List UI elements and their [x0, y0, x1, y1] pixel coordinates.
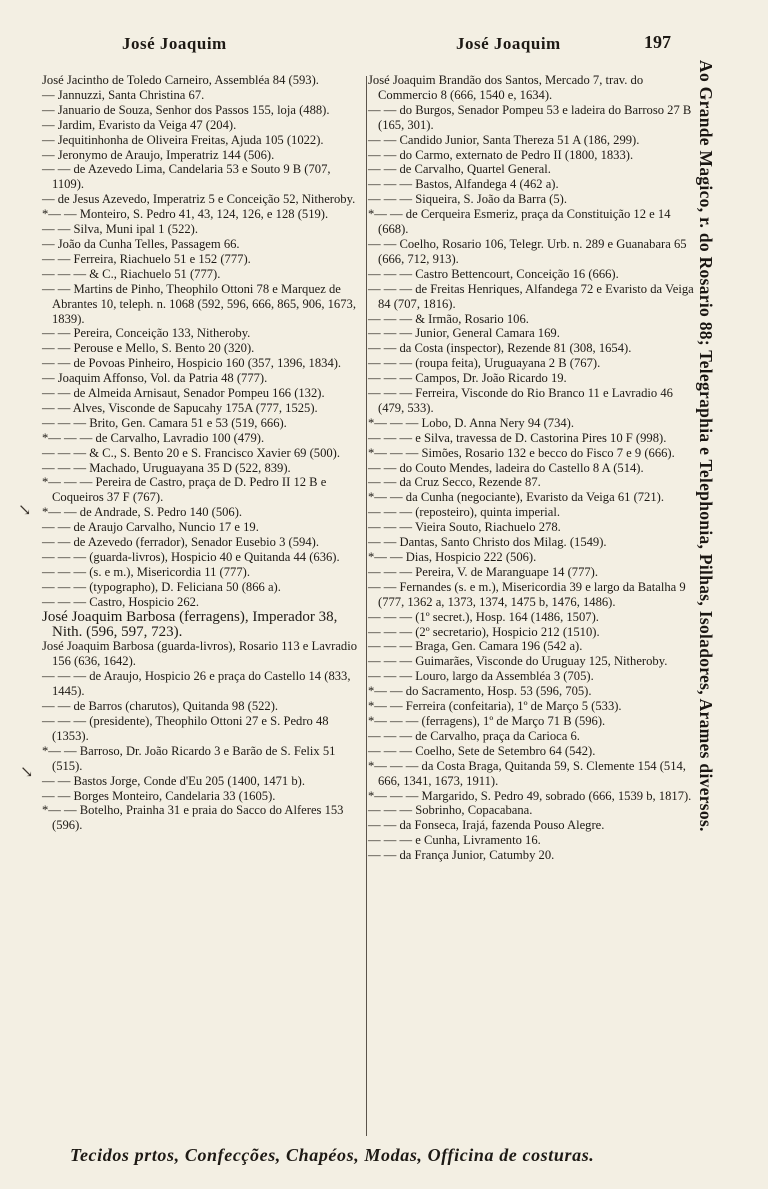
- directory-entry: — — Perouse e Mello, S. Bento 20 (320).: [42, 341, 255, 356]
- directory-entry: — — — & Irmão, Rosario 106.: [368, 311, 529, 326]
- side-advertisement: Ao Grande Magico, r. do Rosario 88; Telegraphia e Telephonia, Pilhas, Isoladores, Arames diversos.: [696, 60, 716, 832]
- directory-entry: — — Alves, Visconde de Sapucahy 175A (777, 1525).: [42, 400, 318, 415]
- directory-entry: — — — (guarda-livros), Hospicio 40 e Quitanda 44 (636).: [42, 550, 340, 564]
- directory-entry: — — — de Carvalho, praça da Carioca 6.: [368, 728, 580, 743]
- directory-entry: *— — de Cerqueira Esmeriz, praça da Constituição 12 e 14 (668).: [368, 207, 671, 237]
- directory-entry: — — — Bastos, Alfandega 4 (462 a).: [368, 177, 559, 192]
- directory-entry: — — — (roupa feita), Uruguayana 2 B (767).: [368, 356, 601, 371]
- directory-entry: José Joaquim Brandão dos Santos, Mercado 7, trav. do Commercio 8 (666, 1540 e, 1634).: [368, 73, 644, 102]
- directory-entry: — Jequitinhonha de Oliveira Freitas, Ajuda 105 (1022).: [42, 132, 324, 147]
- directory-entry: — — do Burgos, Senador Pompeu 53 e ladeira do Barroso 27 B (165, 301).: [368, 102, 692, 132]
- directory-entry: — Jannuzzi, Santa Christina 67.: [42, 87, 205, 102]
- directory-entry: — — — Machado, Uruguayana 35 D (522, 839).: [42, 460, 291, 475]
- directory-entry: *— — Barroso, Dr. João Ricardo 3 e Barão de S. Felix 51 (515).: [42, 743, 336, 773]
- directory-entry: — — — (s. e m.), Misericordia 11 (777).: [42, 564, 250, 579]
- directory-entry: *— — do Sacramento, Hosp. 53 (596, 705).: [368, 684, 592, 699]
- directory-entry: — — — e Cunha, Livramento 16.: [368, 833, 541, 848]
- directory-entry: — Januario de Souza, Senhor dos Passos 155, loja (488).: [42, 102, 330, 117]
- directory-entry: — — de Azevedo (ferrador), Senador Eusebio 3 (594).: [42, 535, 319, 550]
- directory-entry: — — — Vieira Souto, Riachuelo 278.: [368, 520, 561, 535]
- directory-entry: *— — Monteiro, S. Pedro 41, 43, 124, 126, e 128 (519).: [42, 207, 329, 222]
- directory-entry: — — — Campos, Dr. João Ricardo 19.: [368, 371, 567, 386]
- directory-entry: *— — — Pereira de Castro, praça de D. Pedro II 12 B e Coqueiros 37 F (767).: [42, 475, 327, 505]
- directory-entry: — — — (2º secretario), Hospicio 212 (1510).: [368, 624, 600, 639]
- directory-entry: — — — Junior, General Camara 169.: [368, 326, 560, 341]
- directory-entry: — João da Cunha Telles, Passagem 66.: [42, 236, 240, 251]
- right-running-header: José Joaquim: [456, 34, 561, 53]
- directory-entry: — — Dantas, Santo Christo dos Milag. (1549).: [368, 535, 607, 550]
- directory-entry: — — Coelho, Rosario 106, Telegr. Urb. n. 289 e Guanabara 65 (666, 712, 913).: [368, 236, 687, 266]
- directory-entry: *— — — Lobo, D. Anna Nery 94 (734).: [368, 415, 575, 430]
- directory-entry: — — — Siqueira, S. João da Barra (5).: [368, 192, 568, 207]
- directory-entry: — — — Brito, Gen. Camara 51 e 53 (519, 666).: [42, 415, 287, 430]
- directory-entry: — — de Almeida Arnisaut, Senador Pompeu 166 (132).: [42, 386, 325, 401]
- directory-entry: — — — e Silva, travessa de D. Castorina Pires 10 F (998).: [368, 430, 667, 445]
- directory-entry: *— — de Andrade, S. Pedro 140 (506).: [42, 505, 243, 520]
- directory-entry: — — — Guimarães, Visconde do Uruguay 125, Nitheroby.: [368, 654, 668, 669]
- directory-entry: *— — da Cunha (negociante), Evaristo da Veiga 61 (721).: [368, 490, 664, 505]
- directory-entry: — — — Sobrinho, Copacabana.: [368, 803, 533, 818]
- directory-entry: — — Borges Monteiro, Candelaria 33 (1605).: [42, 788, 276, 803]
- directory-entry: — — — Castro Bettencourt, Conceição 16 (666).: [368, 266, 619, 281]
- left-column: [42, 73, 364, 833]
- directory-entry: — — da Costa (inspector), Rezende 81 (308, 1654).: [368, 341, 632, 356]
- left-running-header: José Joaquim: [122, 34, 227, 53]
- directory-entry: — — de Carvalho, Quartel General.: [368, 162, 551, 177]
- directory-entry: José Jacintho de Toledo Carneiro, Assembléa 84 (593).: [42, 73, 319, 87]
- directory-entry: — — — (presidente), Theophilo Ottoni 27 e S. Pedro 48 (1353).: [42, 713, 329, 743]
- directory-entry: — — — Louro, largo da Assembléa 3 (705).: [368, 669, 594, 684]
- directory-entry: — — — Coelho, Sete de Setembro 64 (542).: [368, 743, 596, 758]
- directory-entry: *— — — Margarido, S. Pedro 49, sobrado (666, 1539 b, 1817).: [368, 788, 692, 803]
- directory-entry: *— — — da Costa Braga, Quitanda 59, S. Clemente 154 (514, 666, 1341, 1673, 1911).: [368, 758, 686, 788]
- directory-entry: — — — & C., S. Bento 20 e S. Francisco Xavier 69 (500).: [42, 445, 341, 460]
- directory-entry: — — da Cruz Secco, Rezende 87.: [368, 475, 541, 490]
- directory-entry: — — Candido Junior, Santa Thereza 51 A (186, 299).: [368, 132, 640, 147]
- directory-entry: — — Fernandes (s. e m.), Misericordia 39 e largo da Batalha 9 (777, 1362 a, 1373, 1374, 1475 b, 1476, 1486).: [368, 579, 686, 609]
- directory-entry: — — de Povoas Pinheiro, Hospicio 160 (357, 1396, 1834).: [42, 356, 342, 371]
- right-column: [368, 73, 694, 863]
- directory-entry: — — Silva, Muni ipal 1 (522).: [42, 222, 199, 237]
- directory-entry: José Joaquim Barbosa (ferragens), Imperador 38, Nith. (596, 597, 723).: [42, 608, 338, 640]
- directory-entry: — — da França Junior, Catumby 20.: [368, 848, 555, 863]
- page-number: 197: [644, 32, 671, 52]
- footer-advertisement: Tecidos prtos, Confecções, Chapéos, Modas, Officina de costuras.: [70, 1145, 595, 1165]
- directory-entry: *— — Dias, Hospicio 222 (506).: [368, 550, 537, 564]
- margin-mark: ↘: [20, 764, 34, 781]
- directory-entry: — — da Fonseca, Irajá, fazenda Pouso Alegre.: [368, 818, 605, 833]
- directory-entry: — Joaquim Affonso, Vol. da Patria 48 (777).: [42, 371, 268, 386]
- directory-entry: — de Jesus Azevedo, Imperatriz 5 e Conceição 52, Nitheroby.: [42, 192, 356, 207]
- directory-entry: — — do Carmo, externato de Pedro II (1800, 1833).: [368, 147, 634, 162]
- directory-entry: — — — (1º secret.), Hosp. 164 (1486, 1507).: [368, 609, 599, 624]
- directory-entry: — — — Pereira, V. de Maranguape 14 (777).: [368, 564, 599, 579]
- directory-entry: — — — de Araujo, Hospicio 26 e praça do Castello 14 (833, 1445).: [42, 669, 351, 699]
- directory-entry: *— — — Simões, Rosario 132 e becco do Fisco 7 e 9 (666).: [368, 445, 675, 460]
- directory-entry: — — de Azevedo Lima, Candelaria 53 e Souto 9 B (707, 1109).: [42, 162, 331, 192]
- directory-entry: — — — Castro, Hospicio 262.: [42, 594, 200, 609]
- directory-entry: *— — Botelho, Prainha 31 e praia do Sacco do Alferes 153 (596).: [42, 803, 344, 833]
- directory-entry: — — — Braga, Gen. Camara 196 (542 a).: [368, 639, 583, 654]
- directory-entry: — — do Couto Mendes, ladeira do Castello 8 A (514).: [368, 460, 644, 475]
- directory-entry: — — de Araujo Carvalho, Nuncio 17 e 19.: [42, 520, 259, 535]
- directory-entry: — — Bastos Jorge, Conde d'Eu 205 (1400, 1471 b).: [42, 773, 305, 788]
- directory-entry: — — Ferreira, Riachuelo 51 e 152 (777).: [42, 251, 251, 266]
- directory-entry: — — — Ferreira, Visconde do Rio Branco 11 e Lavradio 46 (479, 533).: [368, 386, 673, 415]
- directory-entry: *— — Ferreira (confeitaria), 1º de Março 5 (533).: [368, 699, 622, 714]
- directory-entry: — — Pereira, Conceição 133, Nitheroby.: [42, 326, 251, 341]
- directory-entry: — — — (reposteiro), quinta imperial.: [368, 505, 561, 520]
- directory-entry: *— — — (ferragens), 1º de Março 71 B (596).: [368, 713, 606, 728]
- directory-entry: — — — (typographo), D. Feliciana 50 (866 a).: [42, 579, 281, 594]
- directory-entry: — — Martins de Pinho, Theophilo Ottoni 78 e Marquez de Abrantes 10, teleph. n. 1068 (592, 596, 666, 865, 906, 1673, 1839).: [42, 281, 356, 326]
- directory-entry: José Joaquim Barbosa (guarda-livros), Rosario 113 e Lavradio 156 (636, 1642).: [42, 639, 357, 669]
- directory-entry: — — — de Freitas Henriques, Alfandega 72 e Evaristo da Veiga 84 (707, 1816).: [368, 281, 694, 311]
- directory-entry: — — de Barros (charutos), Quitanda 98 (522).: [42, 699, 279, 714]
- margin-mark: ↘: [18, 502, 32, 519]
- directory-entry: — Jardim, Evaristo da Veiga 47 (204).: [42, 117, 237, 132]
- directory-entry: — Jeronymo de Araujo, Imperatriz 144 (506).: [42, 147, 275, 162]
- directory-entry: *— — — de Carvalho, Lavradio 100 (479).: [42, 430, 265, 445]
- directory-entry: — — — & C., Riachuelo 51 (777).: [42, 266, 221, 281]
- column-divider: [366, 76, 367, 1136]
